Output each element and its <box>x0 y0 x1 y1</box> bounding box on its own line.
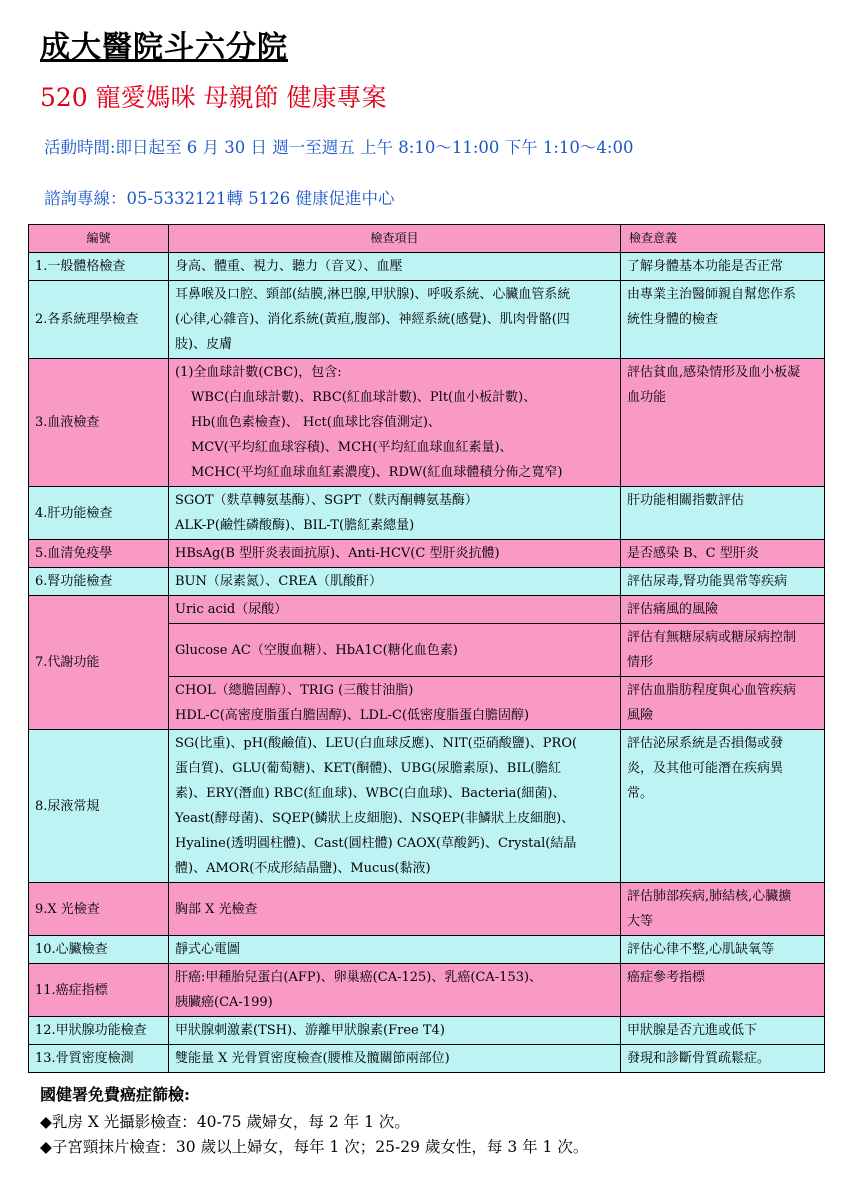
row-items-cell <box>169 730 621 883</box>
cell-line: 癌症參考指標 <box>627 970 706 985</box>
row-items-cell <box>169 883 621 936</box>
cell-line: Glucose AC（空腹血糖）、HbA1C(糖化血色素) <box>175 642 458 658</box>
cell-line: Yeast(酵母菌)、SQEP(鱗狀上皮細胞)、NSQEP(非鱗狀上皮細胞)、 <box>175 811 575 826</box>
cell-line: 炎，及其他可能潛在疾病異 <box>627 761 784 776</box>
cell-line: HBsAg(B 型肝炎表面抗原)、Anti-HCV(C 型肝炎抗體) <box>175 546 500 561</box>
campaign-title: 520 寵愛媽咪 母親節 健康專案 <box>40 83 387 112</box>
cell-line: 肝癌:甲種胎兒蛋白(AFP)、卵巢癌(CA-125)、乳癌(CA-153)、 <box>175 970 543 985</box>
row-items-cell <box>169 677 621 730</box>
cell-line: 是否感染 B、C 型肝炎 <box>627 546 759 561</box>
cell-line: 評估肺部疾病,肺結核,心臟擴 <box>627 889 792 904</box>
cell-line: 評估尿毒,腎功能異常等疾病 <box>627 574 788 589</box>
table-row <box>29 883 825 936</box>
row-id-cell: 7.代謝功能 <box>29 596 169 730</box>
row-id-cell: 11.癌症指標 <box>29 964 169 1017</box>
cell-line: 血功能 <box>627 390 667 405</box>
row-meaning-cell <box>621 1017 825 1045</box>
cell-line: 評估有無糖尿病或糖尿病控制 <box>627 630 797 645</box>
table-row <box>29 964 825 1017</box>
row-meaning-cell <box>621 1045 825 1073</box>
row-meaning-cell <box>621 487 825 540</box>
row-meaning-cell <box>621 936 825 964</box>
row-meaning-cell <box>621 359 825 487</box>
row-id-cell: 10.心臟檢查 <box>29 936 169 964</box>
row-items-cell <box>169 1045 621 1073</box>
cell-line: (1)全血球計數(CBC)，包含: <box>175 365 342 380</box>
table-row <box>29 596 825 624</box>
cell-line: 情形 <box>627 655 654 670</box>
table-row <box>29 1045 825 1073</box>
cell-line: 肢)、皮膚 <box>175 337 233 352</box>
row-meaning-cell <box>621 540 825 568</box>
row-meaning-cell <box>621 253 825 281</box>
cell-line: ALK-P(鹼性磷酸酶)、BIL-T(膽紅素總量) <box>175 518 415 533</box>
table-row <box>29 540 825 568</box>
cell-line: 評估泌尿系統是否損傷或發 <box>627 736 784 751</box>
cell-line: 蛋白質)、GLU(葡萄糖)、KET(酮體)、UBG(尿膽素原)、BIL(膽紅 <box>175 761 562 776</box>
row-meaning-cell <box>621 883 825 936</box>
row-id-cell: 6.腎功能檢查 <box>29 568 169 596</box>
cell-line: 身高、體重、視力、聽力（音叉）、血壓 <box>175 259 403 274</box>
cell-line: 雙能量 X 光骨質密度檢查(腰椎及髖關節兩部位) <box>175 1051 450 1066</box>
cell-line: 評估貧血,感染情形及血小板凝 <box>627 365 801 380</box>
cell-line: 評估心律不整,心肌缺氧等 <box>627 942 775 957</box>
cell-line: Uric acid（尿酸） <box>175 602 288 617</box>
cell-line: 評估血脂肪程度與心血管疾病 <box>627 683 797 698</box>
cell-line: 統性身體的檢查 <box>627 312 719 327</box>
row-items-cell <box>169 936 621 964</box>
cell-line: 發現和診斷骨質疏鬆症。 <box>627 1051 771 1066</box>
cell-line: 靜式心電圖 <box>175 942 241 957</box>
screening-line-mammogram: ◆乳房 X 光攝影檢查：40-75 歲婦女，每 2 年 1 次。 <box>40 1113 410 1131</box>
row-meaning-cell <box>621 281 825 359</box>
free-screening-heading: 國健署免費癌症篩檢: <box>40 1085 190 1104</box>
column-header-items: 檢查項目 <box>169 225 621 253</box>
activity-period: 活動時間:即日起至 6 月 30 日 週一至週五 上午 8:10～11:00 下午 1:10～4:00 <box>44 138 634 157</box>
cell-line: WBC(白血球計數)、RBC(紅血球計數)、Plt(血小板計數)、 <box>191 390 537 405</box>
table-row <box>29 359 825 487</box>
table-row <box>29 730 825 883</box>
row-items-cell <box>169 281 621 359</box>
row-items-cell <box>169 964 621 1017</box>
cell-line: SGOT（麩草轉氨基酶）、SGPT（麩丙酮轉氨基酶） <box>175 493 478 508</box>
column-header-meaning: 檢查意義 <box>621 225 825 253</box>
row-id-cell: 9.X 光檢查 <box>29 883 169 936</box>
cell-line: 素)、ERY(潛血) RBC(紅血球)、WBC(白血球)、Bacteria(細菌)、 <box>175 786 566 801</box>
row-id-cell: 4.肝功能檢查 <box>29 487 169 540</box>
cell-line: 了解身體基本功能是否正常 <box>627 259 784 274</box>
row-id-cell: 8.尿液常規 <box>29 730 169 883</box>
cell-line: 評估痛風的風險 <box>627 602 719 617</box>
cell-line: BUN（尿素氮）、CREA（肌酸酐） <box>175 574 382 589</box>
row-items-cell <box>169 487 621 540</box>
screening-line-pap-smear: ◆子宮頸抹片檢查：30 歲以上婦女，每年 1 次；25-29 歲女性，每 3 年 1 次。 <box>40 1138 589 1156</box>
row-id-cell: 3.血液檢查 <box>29 359 169 487</box>
table-row <box>29 568 825 596</box>
row-id-cell: 13.骨質密度檢測 <box>29 1045 169 1073</box>
row-id-cell: 1.一般體格檢查 <box>29 253 169 281</box>
cell-line: MCV(平均紅血球容積)、MCH(平均紅血球血紅素量)、 <box>191 440 513 455</box>
table-row <box>29 936 825 964</box>
cell-line: HDL-C(高密度脂蛋白膽固醇)、LDL-C(低密度脂蛋白膽固醇) <box>175 708 530 723</box>
cell-line: 胰臟癌(CA-199) <box>175 995 273 1010</box>
row-meaning-cell <box>621 730 825 883</box>
cell-line: Hyaline(透明圓柱體)、Cast(圓柱體) CAOX(草酸鈣)、Crystal(結晶 <box>175 836 577 851</box>
cell-line: 由專業主治醫師親自幫您作系 <box>627 287 797 302</box>
cell-line: 甲狀腺是否亢進或低下 <box>627 1023 758 1038</box>
cell-line: 大等 <box>627 914 654 929</box>
cell-line: SG(比重)、pH(酸鹼值)、LEU(白血球反應)、NIT(亞硝酸鹽)、PRO( <box>175 736 578 751</box>
row-id-cell: 12.甲狀腺功能檢查 <box>29 1017 169 1045</box>
table-row <box>29 1017 825 1045</box>
row-items-cell <box>169 624 621 677</box>
table-header-row <box>29 225 825 253</box>
row-meaning-cell <box>621 568 825 596</box>
cell-line: 體)、AMOR(不成形結晶鹽)、Mucus(黏液) <box>175 861 431 876</box>
cell-line: CHOL（總膽固醇）、TRIG (三酸甘油脂) <box>175 683 414 698</box>
row-meaning-cell <box>621 624 825 677</box>
cell-line: 胸部 X 光檢查 <box>175 901 258 917</box>
row-id-cell: 2.各系統理學檢查 <box>29 281 169 359</box>
row-items-cell <box>169 568 621 596</box>
row-items-cell <box>169 1017 621 1045</box>
free-screening-section <box>40 1082 588 1160</box>
row-items-cell <box>169 359 621 487</box>
row-id-cell: 5.血清免疫學 <box>29 540 169 568</box>
row-meaning-cell <box>621 677 825 730</box>
cell-line: Hb(血色素檢查)、 Hct(血球比容值測定)、 <box>191 415 441 430</box>
exam-table <box>28 224 825 1073</box>
column-header-id: 編號 <box>29 225 169 253</box>
cell-line: 常。 <box>627 786 654 801</box>
hospital-title: 成大醫院斗六分院 <box>40 30 288 65</box>
row-items-cell <box>169 596 621 624</box>
consult-hotline: 諮詢專線：05-5332121轉 5126 健康促進中心 <box>44 189 395 208</box>
row-meaning-cell <box>621 964 825 1017</box>
cell-line: MCHC(平均紅血球血紅素濃度)、RDW(紅血球體積分佈之寬窄) <box>191 465 563 480</box>
row-items-cell <box>169 253 621 281</box>
table-row <box>29 253 825 281</box>
cell-line: 甲狀腺刺激素(TSH)、游離甲狀腺素(Free T4) <box>175 1023 445 1038</box>
row-meaning-cell <box>621 596 825 624</box>
cell-line: (心律,心雜音)、消化系統(黃疸,腹部)、神經系統(感覺)、肌肉骨骼(四 <box>175 312 570 327</box>
row-items-cell <box>169 540 621 568</box>
table-row <box>29 281 825 359</box>
table-row <box>29 487 825 540</box>
cell-line: 耳鼻喉及口腔、頸部(結膜,淋巴腺,甲狀腺)、呼吸系統、心臟血管系統 <box>175 287 571 302</box>
cell-line: 肝功能相關指數評估 <box>627 493 745 508</box>
cell-line: 風險 <box>627 708 654 723</box>
